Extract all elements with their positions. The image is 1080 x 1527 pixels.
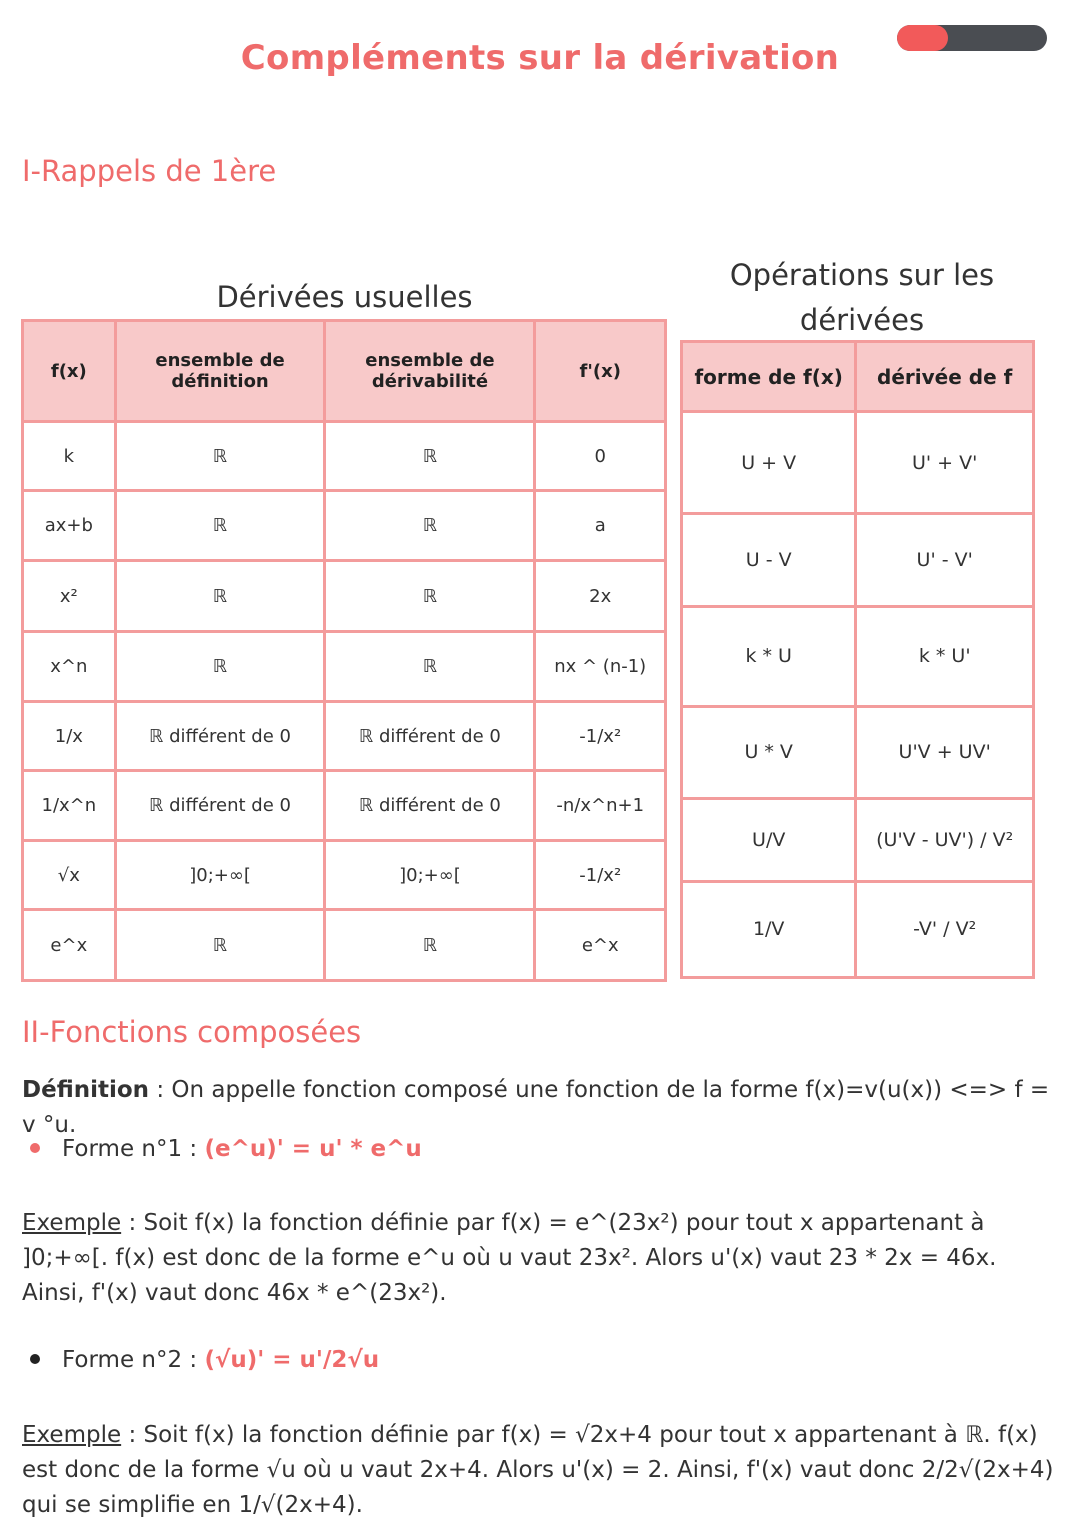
table-cell: U' - V'	[856, 514, 1034, 607]
example2-label: Exemple	[22, 1422, 122, 1448]
table-cell: √x	[23, 841, 116, 910]
table-cell: (U'V - UV') / V²	[856, 798, 1034, 881]
section-heading-composees: II-Fonctions composées	[22, 1015, 362, 1049]
table-cell: x^n	[23, 632, 116, 702]
form1-label: Forme n°1 :	[62, 1136, 205, 1162]
example2-paragraph	[22, 1418, 1062, 1523]
table-cell: -V' / V²	[856, 881, 1034, 977]
table-row	[23, 491, 666, 561]
table-cell: -1/x²	[535, 841, 666, 910]
table-cell: 1/x	[23, 702, 116, 771]
form1-formula: (e^u)' = u' * e^u	[204, 1136, 422, 1162]
form2-bullet	[30, 1347, 379, 1373]
table-cell: 2x	[535, 561, 666, 632]
page-title: Compléments sur la dérivation	[240, 38, 840, 78]
table-cell: ℝ	[325, 632, 535, 702]
table-cell: k * U'	[856, 607, 1034, 706]
usual-derivatives-caption: Dérivées usuelles	[216, 280, 473, 314]
table-header-row	[682, 342, 1034, 412]
table-row	[682, 706, 1034, 798]
table-cell: e^x	[23, 910, 116, 981]
table-cell: ℝ	[115, 491, 325, 561]
table-cell: ℝ différent de 0	[115, 771, 325, 841]
header-derived: dérivée de f	[856, 342, 1034, 412]
form1-bullet	[30, 1136, 422, 1162]
table-row	[23, 771, 666, 841]
operations-caption-line2: dérivées	[799, 303, 925, 337]
table-row	[23, 561, 666, 632]
table-row	[682, 798, 1034, 881]
bullet-dot-icon	[30, 1143, 40, 1153]
table-cell: ℝ	[325, 491, 535, 561]
table-cell: U/V	[682, 798, 856, 881]
section-heading-rappels: I-Rappels de 1ère	[22, 154, 277, 188]
example2-text: : Soit f(x) la fonction définie par f(x) = √2x+4 pour tout x appartenant à ℝ. f(x) est donc de la forme √u où u vaut 2x+4. Alors u'(x) = 2. Ainsi, f'(x) vaut donc 2/2√(2x+4) qui se simplifie en 1/√(2x+4).	[22, 1422, 1054, 1518]
table-header-row	[23, 321, 666, 422]
table-cell: U * V	[682, 706, 856, 798]
table-row	[682, 514, 1034, 607]
table-cell: ℝ	[115, 422, 325, 491]
table-row	[23, 422, 666, 491]
table-cell: U'V + UV'	[856, 706, 1034, 798]
bullet-dot-icon	[30, 1354, 40, 1364]
table-cell: 1/V	[682, 881, 856, 977]
table-cell: 1/x^n	[23, 771, 116, 841]
definition-text: : On appelle fonction composé une fonction de la forme f(x)=v(u(x)) <=> f = v °u.	[22, 1077, 1050, 1138]
table-cell: nx ^ (n-1)	[535, 632, 666, 702]
table-cell: ]0;+∞[	[115, 841, 325, 910]
header-form: forme de f(x)	[682, 342, 856, 412]
table-cell: k	[23, 422, 116, 491]
table-cell: e^x	[535, 910, 666, 981]
table-cell: -1/x²	[535, 702, 666, 771]
form2-formula: (√u)' = u'/2√u	[204, 1347, 380, 1373]
table-cell: a	[535, 491, 666, 561]
table-cell: ℝ	[115, 632, 325, 702]
progress-bar-fill	[897, 25, 948, 51]
definition-paragraph	[22, 1073, 1062, 1143]
header-derivability: ensemble de dérivabilité	[325, 321, 535, 422]
table-cell: ℝ	[325, 910, 535, 981]
table-row	[23, 632, 666, 702]
header-derivative: f'(x)	[535, 321, 666, 422]
operations-caption	[686, 253, 1038, 343]
table-cell: ℝ différent de 0	[115, 702, 325, 771]
table-cell: U - V	[682, 514, 856, 607]
table-cell: U + V	[682, 412, 856, 514]
table-cell: ax+b	[23, 491, 116, 561]
table-row	[23, 910, 666, 981]
table-cell: ℝ différent de 0	[325, 702, 535, 771]
table-cell: k * U	[682, 607, 856, 706]
table-cell: -n/x^n+1	[535, 771, 666, 841]
table-cell: 0	[535, 422, 666, 491]
table-cell: U' + V'	[856, 412, 1034, 514]
table-row	[682, 881, 1034, 977]
table-cell: ]0;+∞[	[325, 841, 535, 910]
table-cell: ℝ	[325, 561, 535, 632]
header-domain: ensemble de définition	[115, 321, 325, 422]
table-row	[23, 841, 666, 910]
table-row	[23, 702, 666, 771]
table-cell: ℝ	[115, 910, 325, 981]
form2-label: Forme n°2 :	[62, 1347, 205, 1373]
header-fx: f(x)	[23, 321, 116, 422]
usual-derivatives-table	[21, 319, 667, 982]
example1-label: Exemple	[22, 1210, 122, 1236]
table-cell: ℝ	[115, 561, 325, 632]
table-cell: x²	[23, 561, 116, 632]
progress-bar	[897, 25, 1047, 51]
table-cell: ℝ différent de 0	[325, 771, 535, 841]
example1-paragraph	[22, 1206, 1062, 1311]
table-cell: ℝ	[325, 422, 535, 491]
definition-label: Définition	[22, 1077, 150, 1103]
example1-text: : Soit f(x) la fonction définie par f(x) = e^(23x²) pour tout x appartenant à ]0;+∞[. f(x) est donc de la forme e^u où u vaut 23x². Alors u'(x) vaut 23 * 2x = 46x. Ainsi, f'(x) vaut donc 46x * e^(23x²).	[22, 1210, 997, 1306]
operations-table	[680, 340, 1035, 979]
table-row	[682, 412, 1034, 514]
operations-caption-line1: Opérations sur les	[729, 258, 995, 292]
table-row	[682, 607, 1034, 706]
